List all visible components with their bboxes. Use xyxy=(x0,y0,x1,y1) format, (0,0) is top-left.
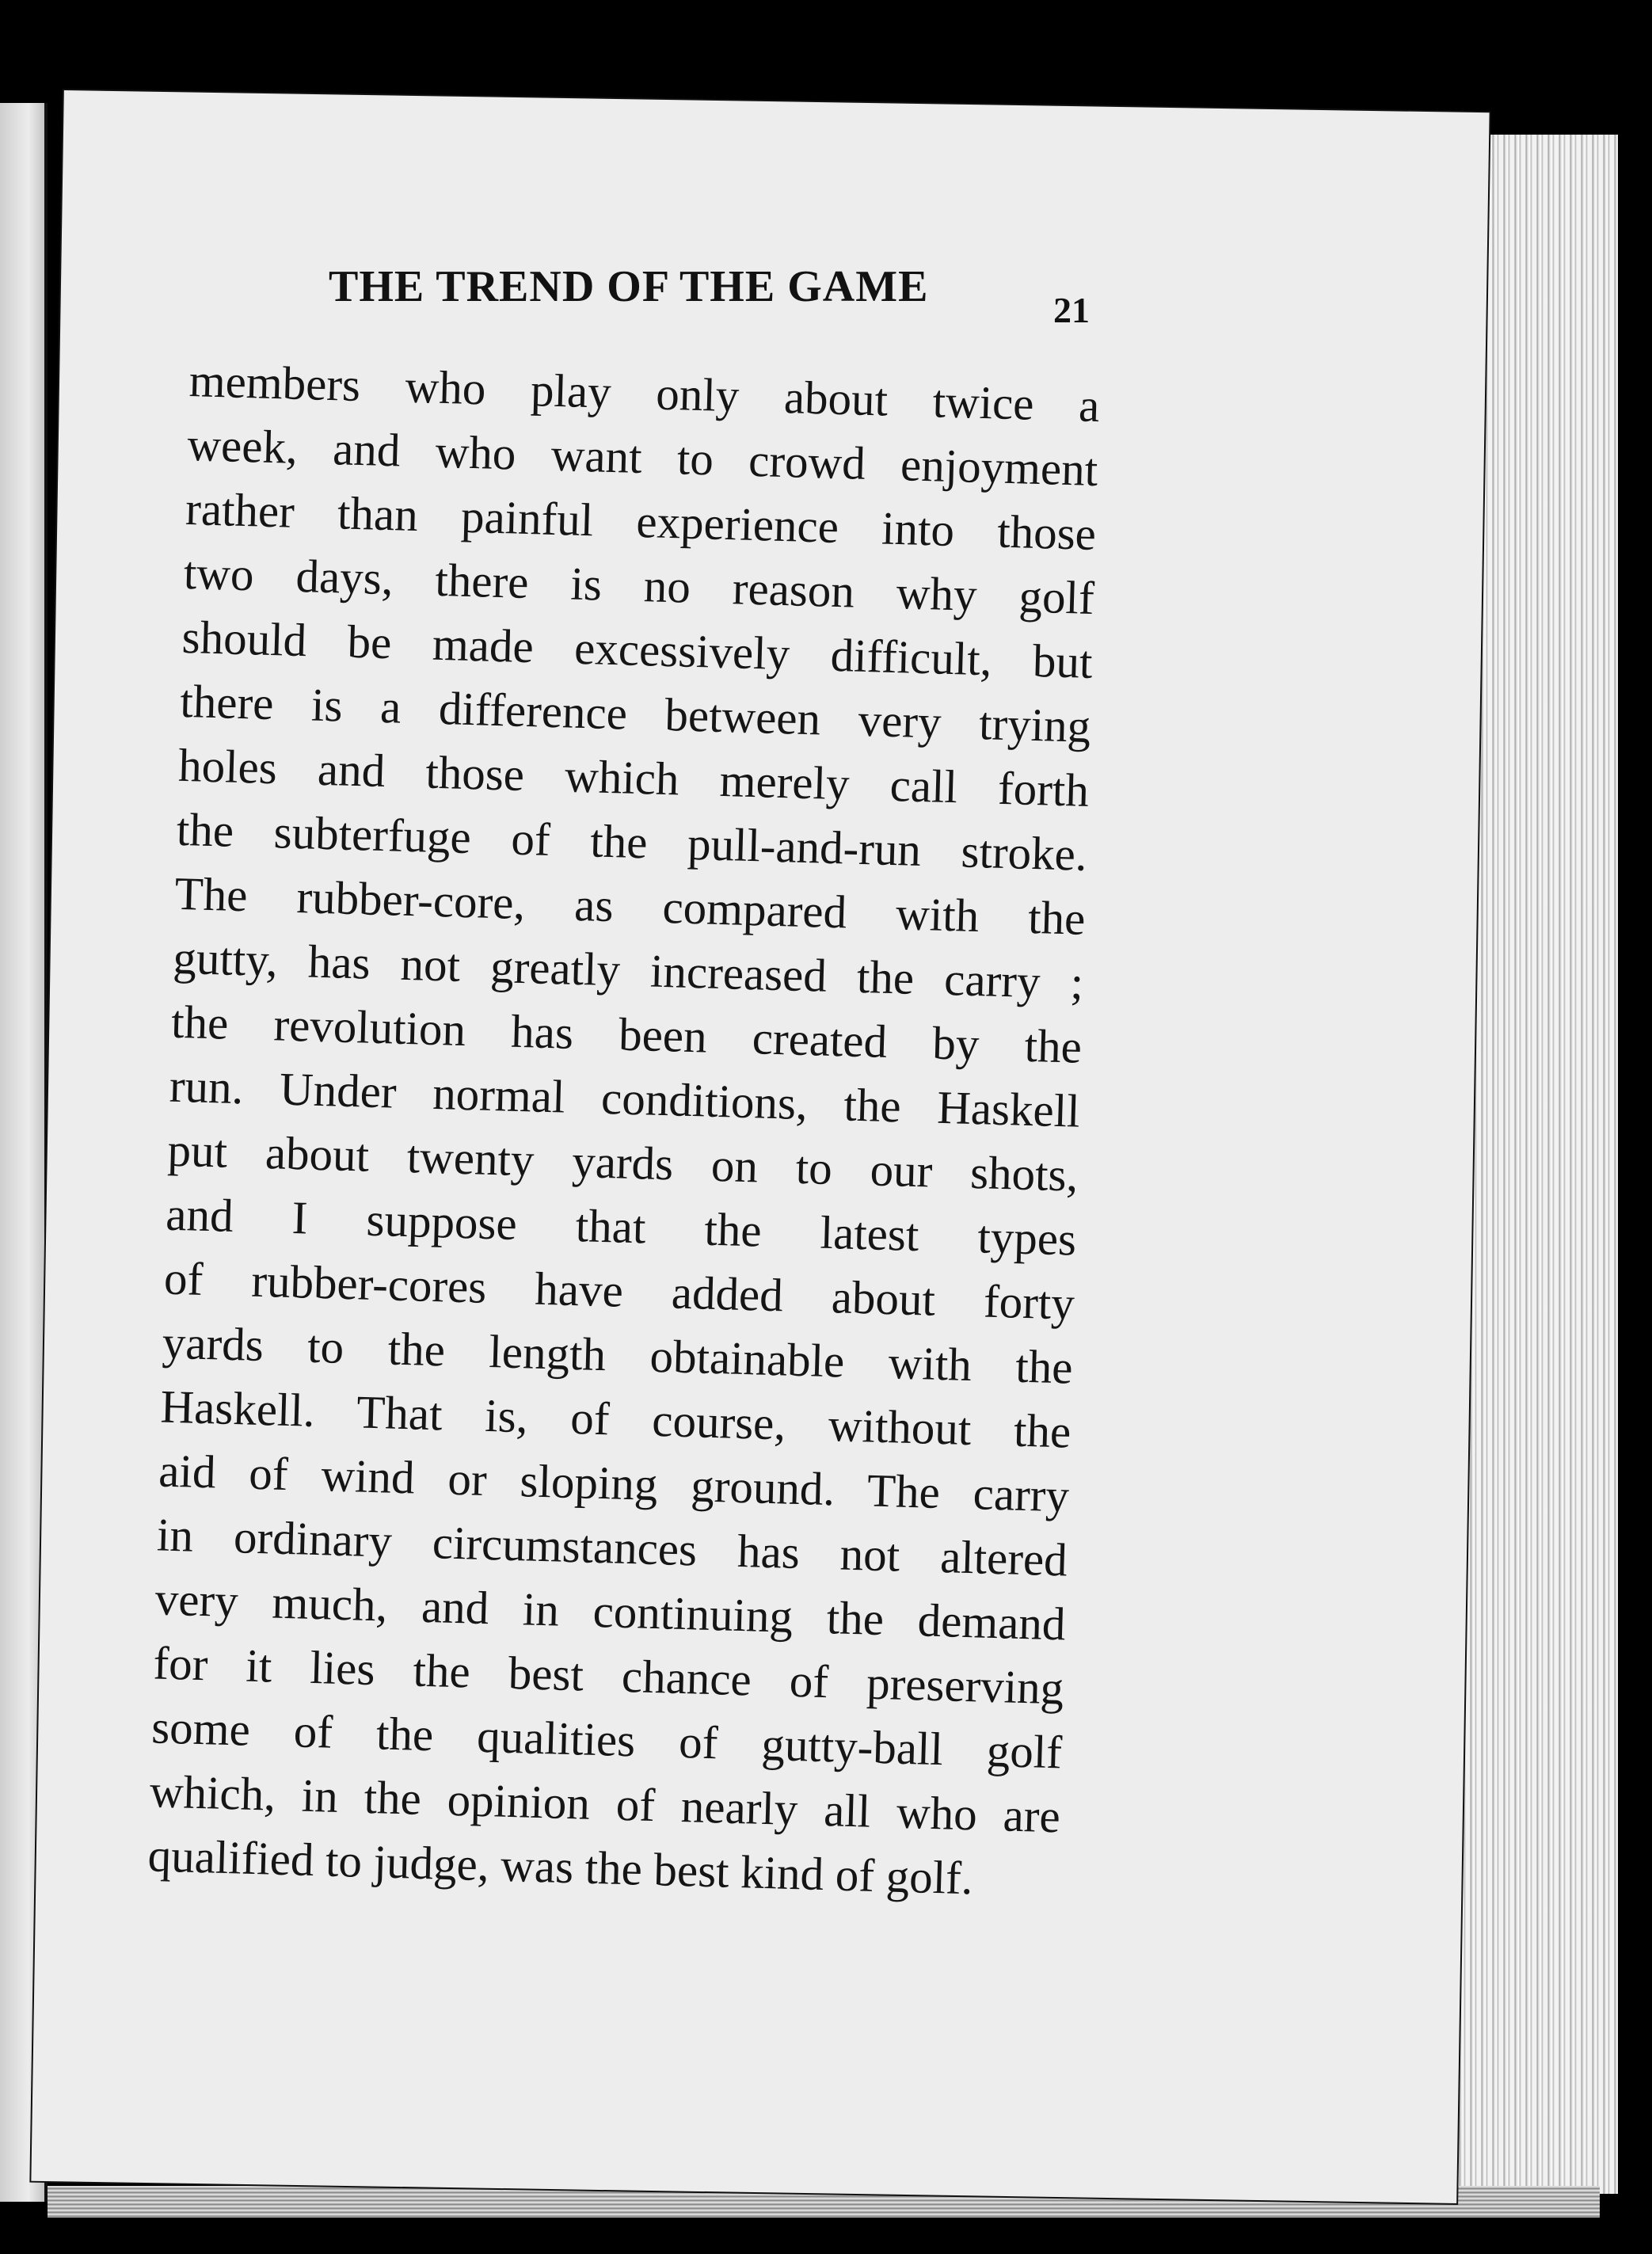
text-line: aid of wind or sloping ground. The carry xyxy=(158,1444,1070,1522)
text-line: run. Under normal conditions, the Haskell xyxy=(169,1059,1081,1137)
text-line: should be made excessively difficult, but xyxy=(181,610,1094,688)
running-head: THE TREND OF THE GAME xyxy=(329,262,929,311)
text-line: gutty, has not greatly increased the carry ; xyxy=(172,931,1085,1009)
text-line: rather than painful experience into those xyxy=(185,482,1097,561)
text-line: for it lies the best chance of preserving xyxy=(152,1636,1065,1715)
text-line: holes and those which merely call forth xyxy=(177,738,1090,817)
text-line: there is a difference between very trying xyxy=(179,674,1092,752)
text-line: the subterfuge of the pull-and-run stroke. xyxy=(176,802,1088,881)
text-line: some of the qualities of gutty-ball golf xyxy=(150,1700,1063,1779)
page-number: 21 xyxy=(1053,290,1090,330)
text-line: members who play only about twice a xyxy=(188,353,1101,432)
text-line: very much, and in continuing the demand xyxy=(154,1572,1067,1651)
text-line: qualified to judge, was the best kind of golf. xyxy=(147,1829,974,1905)
text-line: The rubber-core, as compared with the xyxy=(173,866,1087,945)
text-line: week, and who want to crowd enjoyment xyxy=(186,417,1099,497)
text-line: and I suppose that the latest types xyxy=(165,1187,1077,1266)
text-line: of rubber-cores have added about forty xyxy=(163,1251,1075,1330)
text-line: put about twenty yards on to our shots, xyxy=(166,1123,1079,1201)
text-line: yards to the length obtainable with the xyxy=(162,1315,1074,1394)
text-line: in ordinary circumstances has not altered xyxy=(156,1508,1068,1586)
body-text xyxy=(147,348,1101,1913)
text-line: Haskell. That is, of course, without the xyxy=(159,1380,1072,1458)
text-line: the revolution has been created by the xyxy=(170,995,1083,1073)
text-line: which, in the opinion of nearly all who are xyxy=(149,1765,1061,1843)
text-line: two days, there is no reason why golf xyxy=(183,546,1095,624)
